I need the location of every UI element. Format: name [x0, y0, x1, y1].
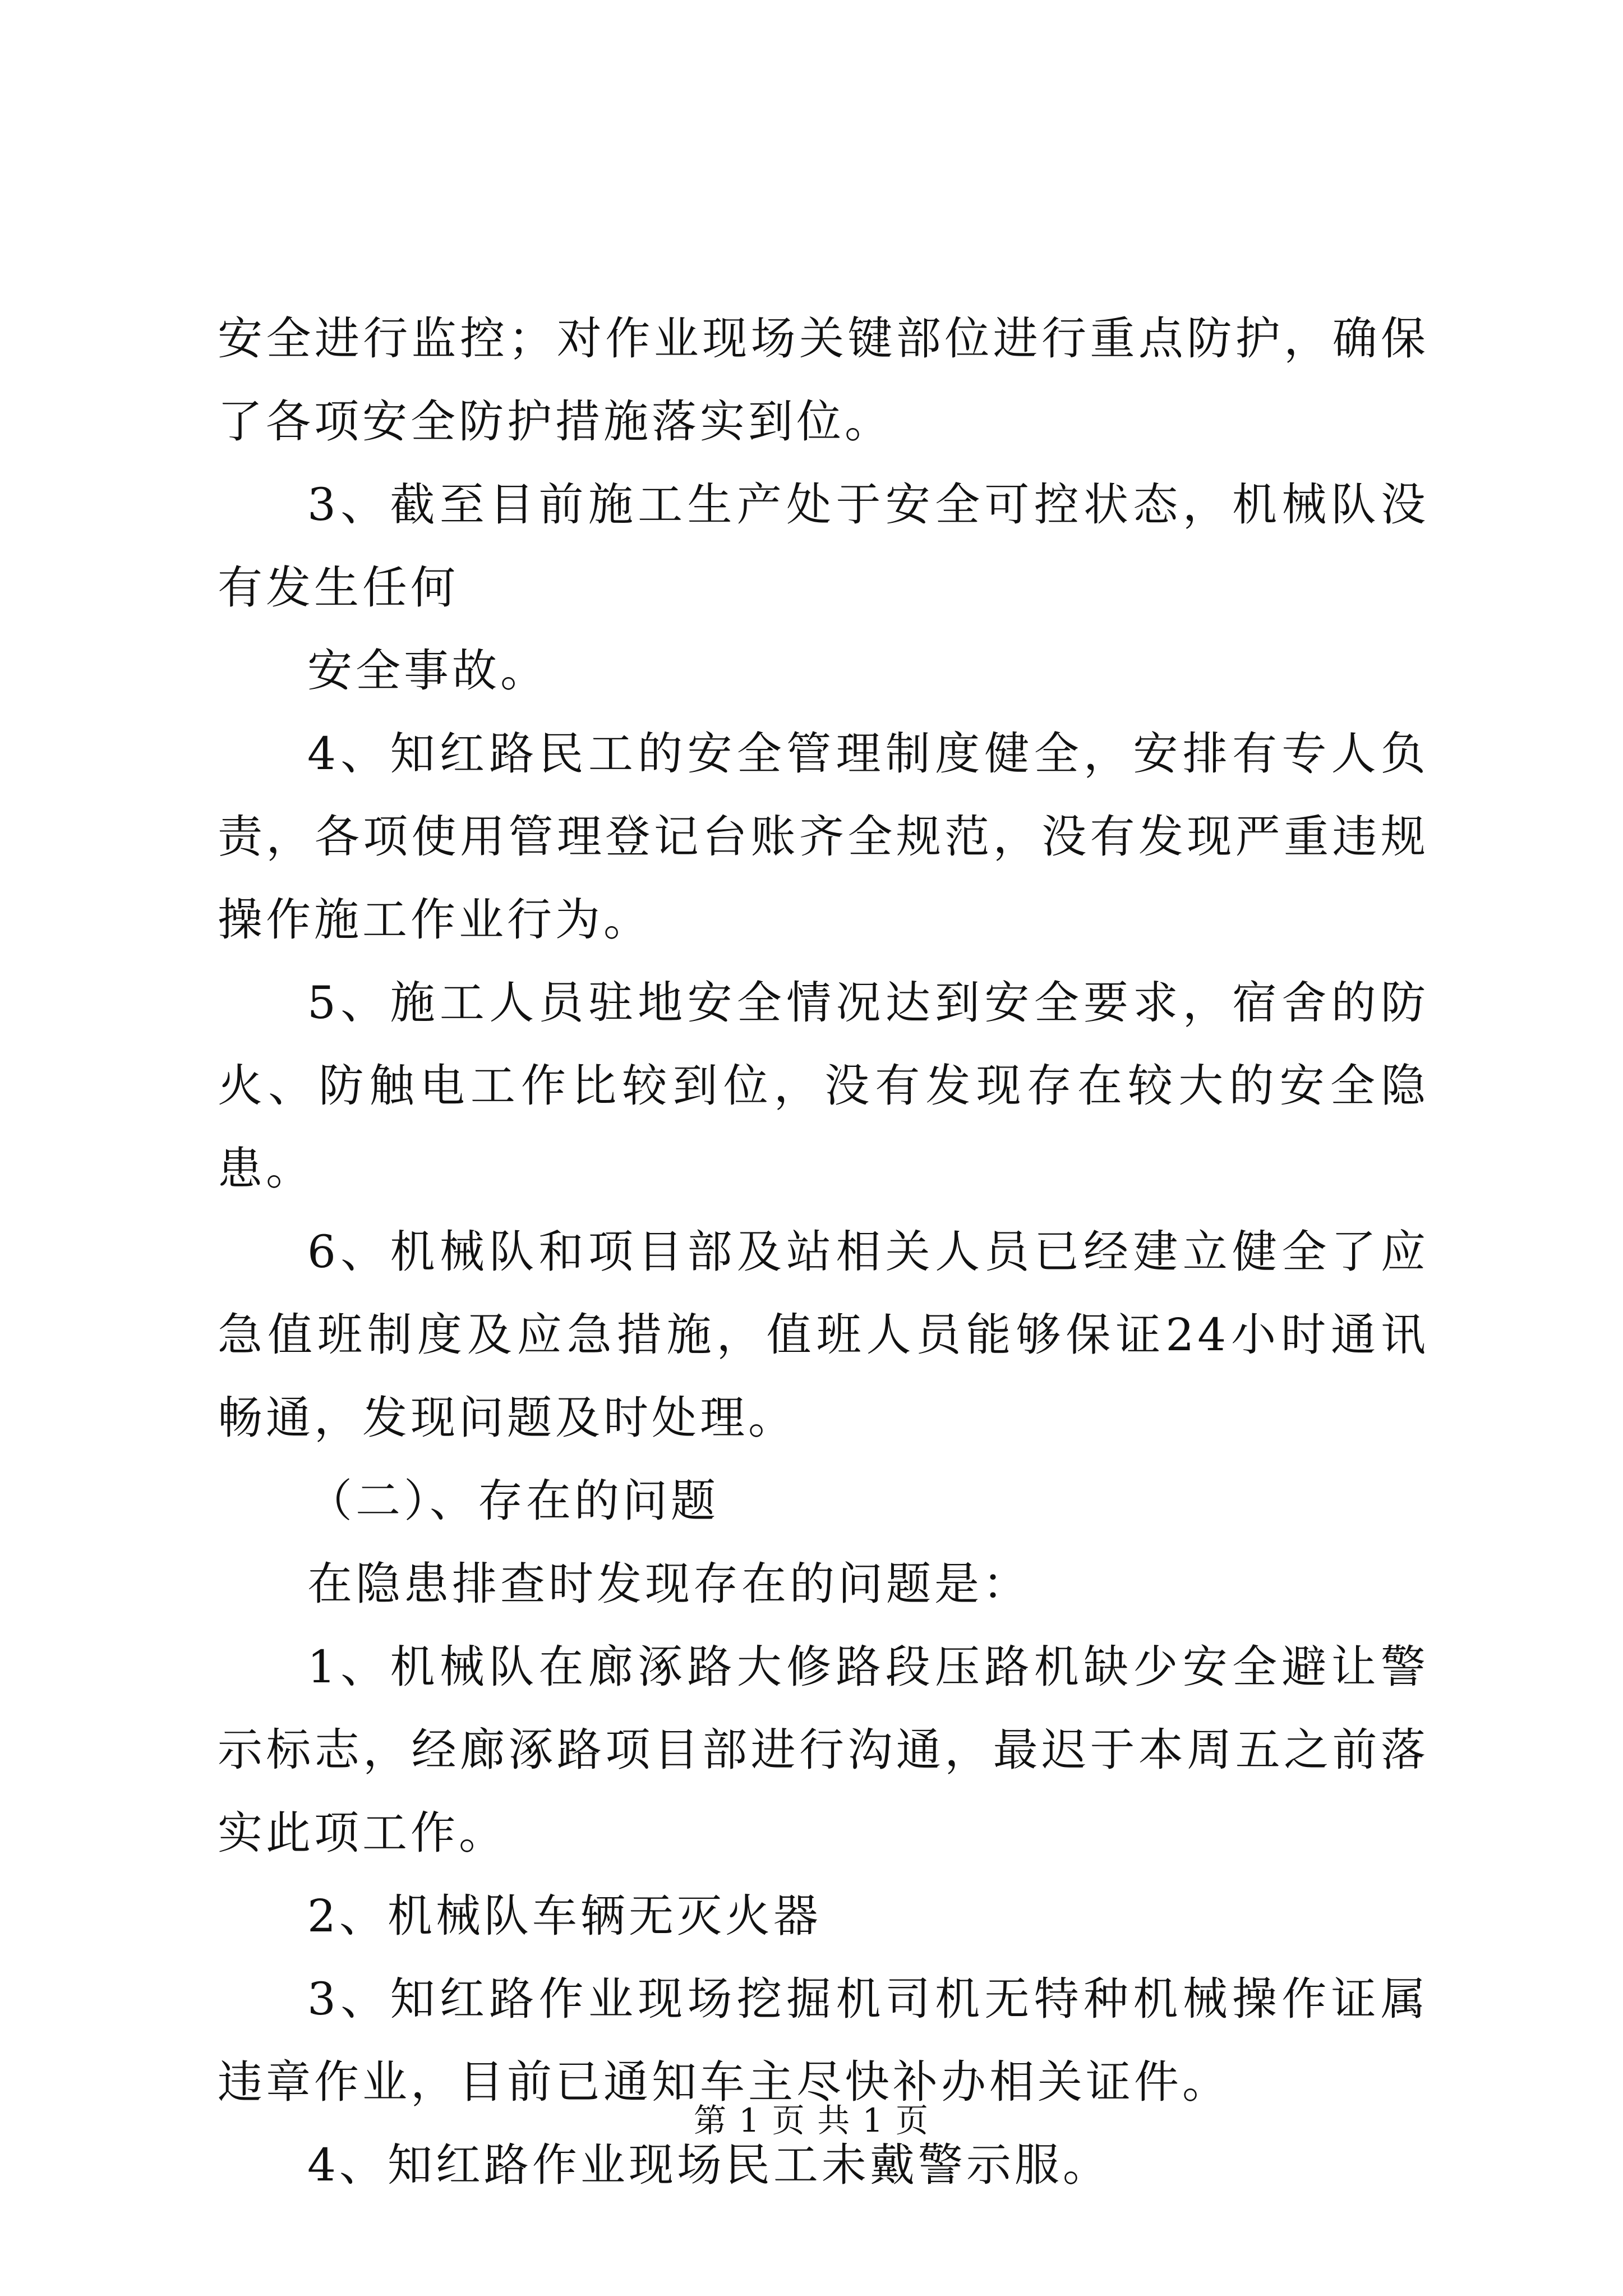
problem-item-4: 4、知红路作业现场民工未戴警示服。 [307, 2139, 1111, 2191]
paragraph-problems-intro: 在隐患排查时发现存在的问题是： [307, 1558, 1031, 1610]
problem-item-2: 2、机械队车辆无灭火器 [307, 1890, 822, 1942]
document-body [218, 297, 1429, 2207]
page-footer: 第 1 页 共 1 页 [694, 2101, 929, 2139]
problem-item-3: 3、知红路作业现场挖掘机司机无特种机械操作证属违章作业，目前已通知车主尽快补办相关证件。 [218, 1973, 1429, 2108]
problem-item-1: 1、机械队在廊涿路大修路段压路机缺少安全避让警示标志，经廊涿路项目部进行沟通，最迟于本周五之前落实此项工作。 [218, 1641, 1429, 1859]
paragraph-2: 3、截至目前施工生产处于安全可控状态，机械队没有发生任何 [218, 478, 1429, 614]
paragraph-1: 安全进行监控；对作业现场关键部位进行重点防护，确保了各项安全防护措施落实到位。 [218, 312, 1429, 448]
paragraph-5: 5、施工人员驻地安全情况达到安全要求，宿舍的防火、防触电工作比较到位，没有发现存在较大的安全隐患。 [218, 977, 1429, 1195]
paragraph-4: 4、知红路民工的安全管理制度健全，安排有专人负责，各项使用管理登记台账齐全规范，没有发现严重违规操作施工作业行为。 [218, 728, 1429, 946]
section-heading-problems: （二）、存在的问题 [307, 1475, 719, 1527]
paragraph-6: 6、机械队和项目部及站相关人员已经建立健全了应急值班制度及应急措施，值班人员能够保证24小时通讯畅通，发现问题及时处理。 [218, 1226, 1429, 1444]
paragraph-3: 安全事故。 [307, 645, 548, 697]
